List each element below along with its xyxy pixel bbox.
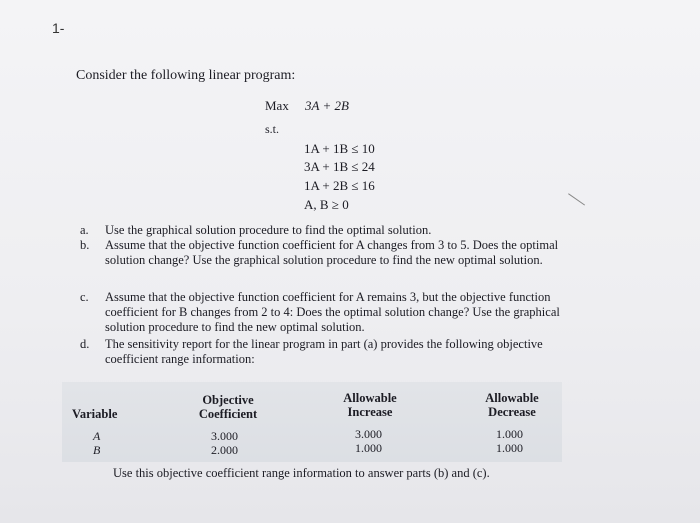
question-b	[80, 238, 580, 268]
row-a-objective: 3.000	[211, 429, 238, 443]
question-text: Assume that the objective function coefficient for A changes from 3 to 5. Does the optimal solution change? Use the graphical solution procedure to find the new optimal solution.	[105, 238, 559, 267]
max-label: Max	[265, 98, 289, 113]
question-label: a.	[80, 223, 89, 237]
row-a-decrease: 1.000	[496, 427, 523, 441]
question-text: Assume that the objective function coefficient for A remains 3, but the objective function coefficient for B changes from 2 to 4: Does the optimal solution change? Use the graphical solution procedure to find the new optimal solution.	[105, 290, 560, 334]
question-label: c.	[80, 290, 89, 304]
pen-mark	[568, 183, 592, 205]
row-a-increase: 3.000	[355, 427, 382, 441]
constraint-2: 3A + 1B ≤ 24	[304, 159, 375, 174]
footer-note: Use this objective coefficient range information to answer parts (b) and (c).	[113, 466, 490, 480]
constraint-1: 1A + 1B ≤ 10	[304, 141, 375, 156]
objective-function: 3A + 2B	[305, 98, 349, 113]
question-a	[80, 223, 580, 238]
problem-number: 1-	[52, 20, 65, 36]
question-text: Use the graphical solution procedure to find the optimal solution.	[105, 223, 432, 237]
constraint-3: 1A + 2B ≤ 16	[304, 178, 375, 193]
header-variable: Variable	[72, 407, 118, 421]
intro-text: Consider the following linear program:	[76, 68, 296, 83]
question-label: b.	[80, 238, 90, 252]
header-allowable-increase: Allowable Increase	[343, 391, 397, 419]
subject-to-label: s.t.	[265, 122, 280, 136]
header-objective-coefficient: Objective Coefficient	[198, 393, 258, 421]
row-b-decrease: 1.000	[496, 441, 523, 455]
row-b-objective: 2.000	[211, 443, 238, 457]
question-text: The sensitivity report for the linear program in part (a) provides the following objective coefficient range information:	[105, 337, 543, 366]
question-d	[80, 337, 580, 367]
question-label: d.	[80, 337, 90, 351]
row-b-variable: B	[93, 443, 101, 457]
nonnegativity-constraint: A, B ≥ 0	[304, 197, 349, 212]
header-allowable-decrease: Allowable Decrease	[485, 391, 539, 419]
row-a-variable: A	[93, 429, 101, 443]
question-c	[80, 290, 580, 335]
row-b-increase: 1.000	[355, 441, 382, 455]
